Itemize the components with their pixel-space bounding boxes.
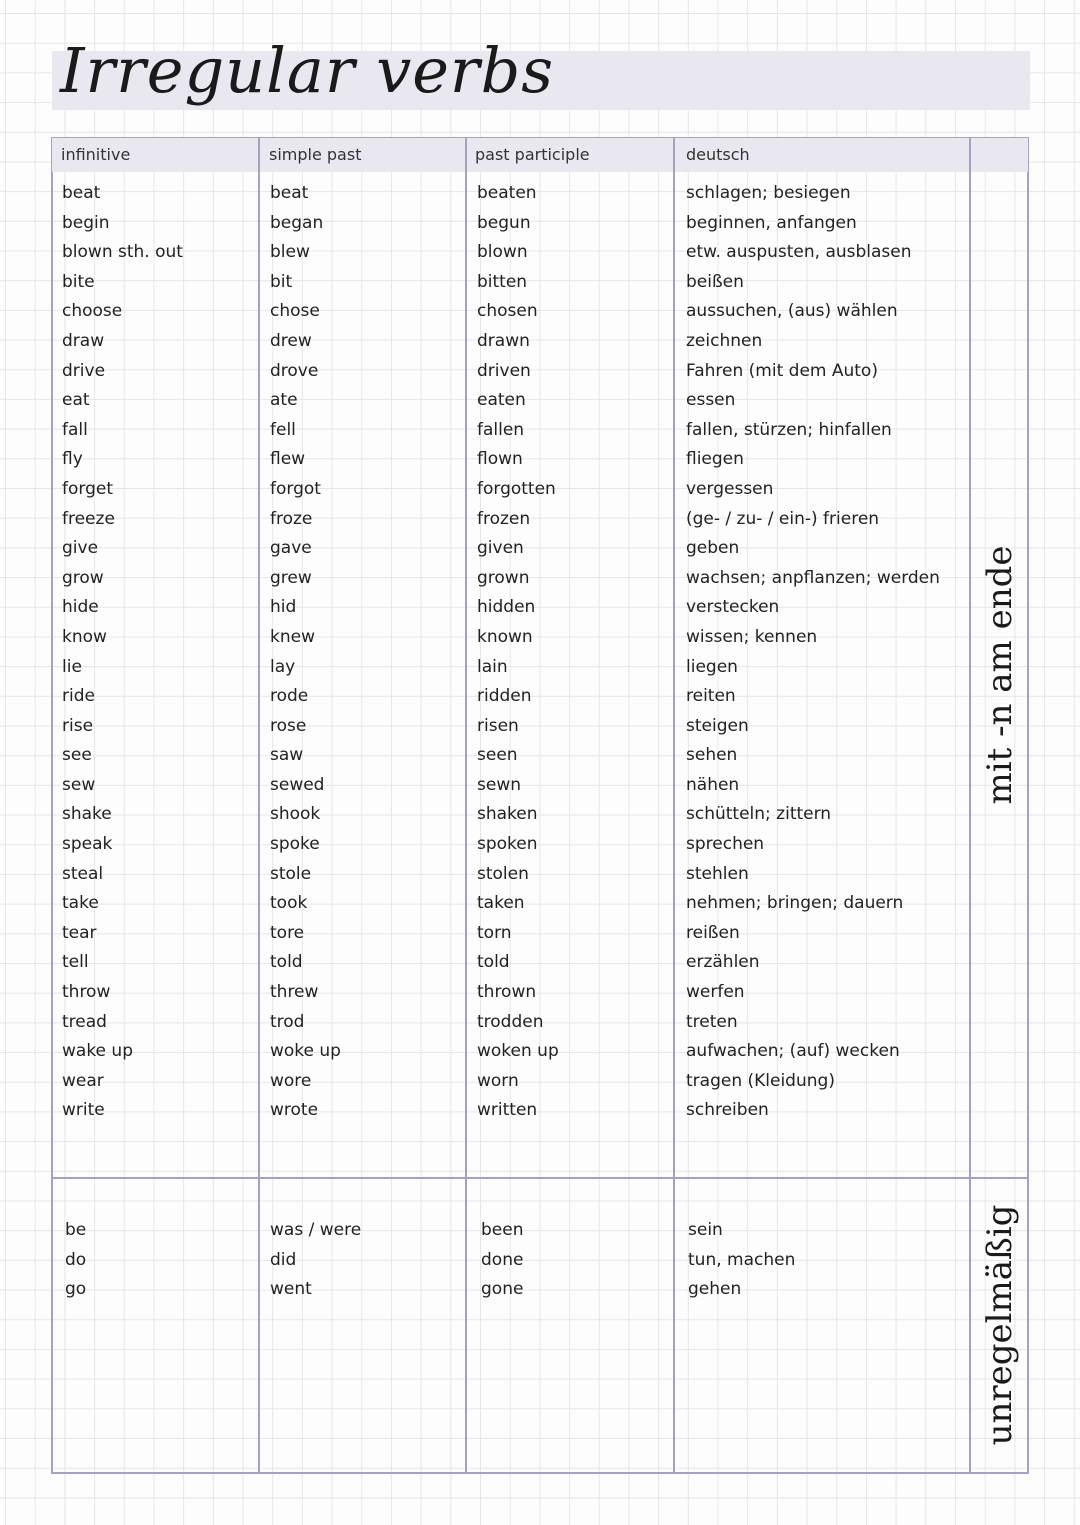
table-cell: see [62,745,92,766]
extra-table-cell: go [65,1279,87,1300]
table-cell: flew [270,449,306,470]
table-cell: chosen [477,301,538,322]
table-cell: aussuchen, (aus) wählen [686,301,898,322]
table-cell: trodden [477,1011,544,1032]
header-infinitive: infinitive [61,145,131,164]
table-cell: nehmen; bringen; dauern [686,893,904,914]
table-cell: hide [62,597,99,618]
column-infinitive [62,179,183,1126]
header-simple-past: simple past [269,145,362,164]
table-cell: beginnen, anfangen [686,212,857,233]
table-cell: eaten [477,390,526,411]
table-cell: risen [477,715,519,736]
table-cell: verstecken [686,597,780,618]
table-cell: began [270,212,324,233]
table-cell: thrown [477,982,537,1003]
table-cell: threw [270,982,319,1003]
table-cell: driven [477,360,531,381]
table-cell: froze [270,508,313,529]
table-cell: Fahren (mit dem Auto) [686,360,878,381]
table-cell: bit [270,271,293,292]
table-cell: forgotten [477,478,556,499]
column-infinitive-extra [65,1216,86,1305]
table-cell: drive [62,360,106,381]
table-cell: blown [477,242,528,263]
table-cell: erzählen [686,952,760,973]
table-cell: schütteln; zittern [686,804,832,825]
column-divider [258,137,260,1474]
table-cell: known [477,626,533,647]
column-divider [465,137,467,1474]
table-cell: grow [62,567,104,588]
column-divider [969,137,971,1474]
table-cell: zeichnen [686,330,763,351]
table-cell: tragen (Kleidung) [686,1070,835,1091]
table-cell: fell [270,419,296,440]
table-cell: ridden [477,686,532,707]
header-deutsch: deutsch [686,145,750,164]
table-cell: taken [477,893,525,914]
table-cell: torn [477,922,512,943]
table-cell: wachsen; anpflanzen; werden [686,567,940,588]
table-cell: lain [477,656,508,677]
extra-table-cell: sein [688,1220,723,1240]
table-cell: give [62,538,99,559]
table-cell: reißen [686,922,740,943]
table-cell: aufwachen; (auf) wecken [686,1041,900,1062]
section-divider [51,1177,1029,1179]
table-cell: forgot [270,478,321,499]
table-cell: reiten [686,686,736,707]
extra-table-cell: did [270,1249,297,1270]
table-cell: drawn [477,330,530,351]
table-cell: wore [270,1070,312,1091]
table-cell: ate [270,390,298,411]
table-cell: draw [62,330,105,351]
table-cell: knew [270,626,315,647]
table-cell: sehen [686,745,738,766]
table-cell: rose [270,715,307,736]
table-cell: sewed [270,774,325,795]
column-deutsch [686,179,940,1126]
column-simple-past-extra [270,1216,361,1305]
table-cell: blew [270,242,310,263]
table-cell: (ge- / zu- / ein-) frieren [686,508,880,529]
table-cell: grown [477,567,530,588]
table-cell: sewn [477,774,521,795]
column-past-participle-extra [481,1216,523,1305]
extra-table-cell: been [481,1220,524,1240]
table-cell: beißen [686,271,744,292]
table-cell: fly [62,449,83,470]
table-cell: liegen [686,656,738,677]
table-cell: worn [477,1070,519,1091]
table-cell: rise [62,715,94,736]
table-cell: grew [270,567,312,588]
table-cell: treten [686,1011,738,1032]
table-cell: stole [270,863,312,884]
column-simple-past [270,179,341,1126]
table-cell: beat [62,183,101,203]
table-cell: fallen, stürzen; hinfallen [686,419,892,440]
table-cell: spoke [270,834,320,855]
table-cell: nähen [686,774,740,795]
table-cell: hid [270,597,297,618]
table-cell: took [270,893,308,914]
table-cell: sprechen [686,834,765,855]
table-cell: woken up [477,1041,559,1062]
table-cell: stehlen [686,863,749,884]
table-cell: begin [62,212,110,233]
table-cell: hidden [477,597,536,618]
table-cell: told [477,952,510,973]
table-cell: sew [62,774,96,795]
table-cell: saw [270,745,304,766]
header-past-participle: past participle [475,145,590,164]
table-cell: fliegen [686,449,744,470]
table-cell: steal [62,863,104,884]
table-cell: eat [62,390,90,411]
table-cell: wear [62,1070,104,1091]
table-cell: shaken [477,804,538,825]
table-cell: rode [270,686,309,707]
table-cell: tread [62,1011,107,1032]
table-cell: schreiben [686,1100,769,1121]
table-cell: wrote [270,1100,319,1121]
column-divider [673,137,675,1474]
extra-table-cell: gone [481,1279,524,1300]
table-cell: stolen [477,863,529,884]
table-cell: werfen [686,982,745,1003]
table-cell: written [477,1100,538,1121]
table-cell: forget [62,478,113,499]
table-cell: woke up [270,1041,341,1062]
table-cell: write [62,1100,105,1121]
table-cell: drew [270,330,312,351]
table-cell: steigen [686,715,749,736]
extra-table-cell: was / were [270,1220,362,1240]
table-cell: spoken [477,834,538,855]
table-cell: given [477,538,524,559]
table-cell: ride [62,686,95,707]
table-cell: begun [477,212,531,233]
column-deutsch-extra [688,1216,795,1305]
table-cell: etw. auspusten, ausblasen [686,242,912,263]
table-cell: wissen; kennen [686,626,818,647]
table-cell: blown sth. out [62,242,183,263]
table-cell: beat [270,183,309,203]
table-cell: know [62,626,107,647]
table-cell: lie [62,656,82,677]
table-cell: fall [62,419,88,440]
extra-table-cell: gehen [688,1279,742,1300]
extra-table-cell: do [65,1249,87,1270]
table-cell: bitten [477,271,528,292]
table-cell: shook [270,804,321,825]
table-cell: trod [270,1011,305,1032]
extra-table-cell: be [65,1220,87,1240]
table-cell: frozen [477,508,531,529]
column-past-participle [477,179,559,1126]
table-cell: drove [270,360,319,381]
table-cell: freeze [62,508,115,529]
side-label-bottom: unregelmäßig [980,1204,1020,1446]
table-cell: tell [62,952,89,973]
table-cell: vergessen [686,478,774,499]
table-cell: speak [62,834,113,855]
table-cell: choose [62,301,123,322]
table-cell: bite [62,271,95,292]
table-cell: told [270,952,303,973]
extra-table-cell: went [270,1279,312,1300]
extra-table-cell: done [481,1249,524,1270]
table-cell: tear [62,922,97,943]
table-cell: wake up [62,1041,133,1062]
table-cell: tore [270,922,305,943]
table-cell: essen [686,390,736,411]
table-cell: flown [477,449,523,470]
table-cell: take [62,893,99,914]
page-title: Irregular verbs [60,34,555,107]
table-cell: beaten [477,183,537,203]
table-cell: throw [62,982,111,1003]
table-cell: gave [270,538,312,559]
table-cell: fallen [477,419,525,440]
table-cell: lay [270,656,296,677]
table-cell: seen [477,745,518,766]
extra-table-cell: tun, machen [688,1249,796,1270]
table-cell: chose [270,301,320,322]
side-label-top: mit -n am ende [980,545,1020,805]
table-cell: schlagen; besiegen [686,183,851,203]
table-cell: shake [62,804,112,825]
table-cell: geben [686,538,740,559]
